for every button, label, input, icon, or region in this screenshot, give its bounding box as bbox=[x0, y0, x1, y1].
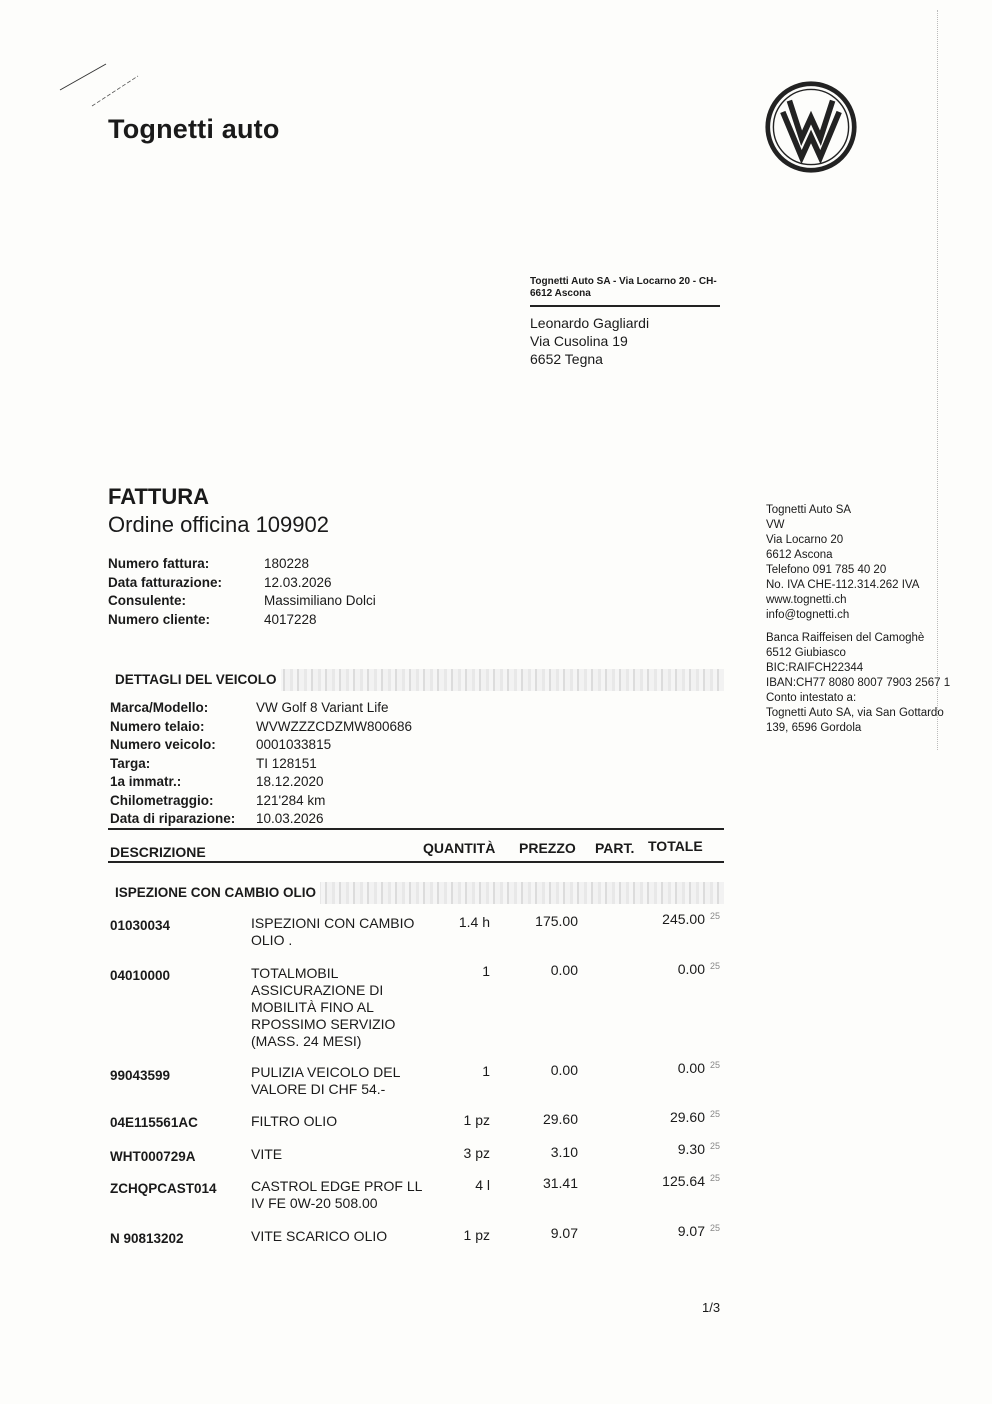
vehicle-label: 1a immatr.: bbox=[110, 774, 182, 789]
meta-row bbox=[108, 612, 376, 631]
header-top-rule bbox=[108, 828, 724, 830]
vehicle-row bbox=[110, 700, 412, 719]
vehicle-row bbox=[110, 793, 412, 812]
bank-info-line: Tognetti Auto SA, via San Gottardo bbox=[766, 707, 944, 719]
company-info bbox=[766, 503, 966, 736]
item-code: ZCHQPCAST014 bbox=[110, 1181, 217, 1196]
header-part: PART. bbox=[595, 840, 635, 856]
recipient-city: 6652 Tegna bbox=[530, 351, 603, 367]
header-total: TOTALE bbox=[648, 838, 703, 854]
item-vat-code: 25 bbox=[710, 1141, 721, 1151]
item-quantity: 1 pz bbox=[463, 1112, 490, 1128]
page-number: 1/3 bbox=[702, 1300, 721, 1315]
company-info-line: www.tognetti.ch bbox=[766, 594, 847, 606]
item-total: 245.00 bbox=[662, 911, 705, 927]
header-description: DESCRIZIONE bbox=[110, 844, 206, 860]
document-title: FATTURA bbox=[108, 484, 210, 509]
item-quantity: 1 bbox=[482, 1063, 490, 1079]
service-section-title: ISPEZIONE CON CAMBIO OLIO bbox=[108, 882, 320, 904]
company-info-line: VW bbox=[766, 519, 785, 531]
vehicle-value: WVWZZZCDZMW800686 bbox=[256, 718, 413, 734]
item-price: 3.10 bbox=[550, 1144, 578, 1160]
bank-info-line: 139, 6596 Gordola bbox=[766, 722, 862, 734]
item-description: VITE bbox=[251, 1146, 283, 1162]
company-info-line: Via Locarno 20 bbox=[766, 534, 844, 546]
bank-info-line: 6512 Giubiasco bbox=[766, 647, 846, 659]
meta-label: Data fatturazione: bbox=[108, 574, 223, 590]
item-vat-code: 25 bbox=[710, 1109, 721, 1119]
vehicle-details bbox=[110, 700, 412, 830]
vehicle-value: VW Golf 8 Variant Life bbox=[256, 700, 389, 715]
item-code: 04E115561AC bbox=[110, 1115, 198, 1130]
item-price: 175.00 bbox=[535, 913, 578, 929]
vw-logo bbox=[764, 80, 858, 174]
vehicle-label: Numero veicolo: bbox=[110, 737, 216, 752]
item-quantity: 3 pz bbox=[463, 1145, 490, 1161]
item-total: 29.60 bbox=[669, 1109, 705, 1125]
meta-row bbox=[108, 575, 376, 594]
item-code: 04010000 bbox=[110, 968, 171, 983]
vehicle-label: Chilometraggio: bbox=[110, 792, 214, 808]
item-price: 31.41 bbox=[542, 1175, 578, 1191]
invoice-meta bbox=[108, 556, 376, 630]
item-vat-code: 25 bbox=[710, 1223, 721, 1233]
meta-label: Numero cliente: bbox=[108, 611, 211, 627]
company-info-line: No. IVA CHE-112.314.262 IVA bbox=[766, 579, 920, 591]
item-vat-code: 25 bbox=[710, 1060, 721, 1070]
vehicle-value: 121'284 km bbox=[256, 792, 326, 808]
header-bottom-rule bbox=[108, 861, 724, 863]
item-quantity: 1 pz bbox=[463, 1227, 490, 1243]
item-total: 9.07 bbox=[677, 1223, 705, 1239]
item-code: WHT000729A bbox=[110, 1149, 196, 1164]
bank-info-line: Conto intestato a: bbox=[766, 692, 857, 704]
company-name: Tognetti auto bbox=[108, 114, 280, 144]
document-subtitle: Ordine officina 109902 bbox=[108, 512, 329, 537]
item-quantity: 1 bbox=[482, 963, 490, 979]
vehicle-row bbox=[110, 737, 412, 756]
meta-label: Consulente: bbox=[108, 593, 187, 608]
item-total: 0.00 bbox=[677, 961, 705, 977]
company-info-line: Telefono 091 785 40 20 bbox=[766, 564, 887, 576]
item-price: 29.60 bbox=[542, 1111, 578, 1127]
meta-value: 4017228 bbox=[264, 611, 317, 627]
meta-value: Massimiliano Dolci bbox=[264, 593, 376, 608]
item-price: 0.00 bbox=[550, 1062, 578, 1078]
item-description: ISPEZIONI CON CAMBIO OLIO . bbox=[251, 915, 415, 948]
company-info-line: Tognetti Auto SA bbox=[766, 504, 852, 516]
service-section-band bbox=[108, 882, 724, 904]
item-description: TOTALMOBIL ASSICURAZIONE DI MOBILITÀ FINO AL RPOSSIMO SERVIZIO (MASS. 24 MESI) bbox=[251, 965, 396, 1049]
meta-value: 180228 bbox=[264, 556, 310, 571]
item-code: N 90813202 bbox=[110, 1231, 184, 1246]
recipient-address bbox=[530, 314, 649, 368]
meta-row bbox=[108, 556, 376, 575]
vehicle-label: Data di riparazione: bbox=[110, 811, 236, 826]
item-quantity: 4 l bbox=[475, 1177, 490, 1193]
meta-value: 12.03.2026 bbox=[264, 574, 332, 590]
item-description: FILTRO OLIO bbox=[251, 1113, 338, 1129]
meta-row bbox=[108, 593, 376, 612]
item-price: 9.07 bbox=[550, 1225, 578, 1241]
item-total: 9.30 bbox=[677, 1141, 705, 1157]
recipient-name: Leonardo Gagliardi bbox=[530, 315, 650, 331]
sender-return-address: Tognetti Auto SA - Via Locarno 20 - CH-6612 Ascona bbox=[530, 276, 717, 299]
vehicle-section-band bbox=[108, 669, 724, 691]
item-description: CASTROL EDGE PROF LL IV FE 0W-20 508.00 bbox=[251, 1178, 422, 1211]
item-code: 99043599 bbox=[110, 1068, 171, 1083]
vehicle-section-title: DETTAGLI DEL VEICOLO bbox=[108, 669, 281, 691]
item-total: 0.00 bbox=[677, 1060, 705, 1076]
pen-scribble bbox=[58, 60, 148, 110]
company-info-line: 6612 Ascona bbox=[766, 549, 833, 561]
item-price: 0.00 bbox=[550, 962, 578, 978]
item-vat-code: 25 bbox=[710, 1173, 721, 1183]
item-vat-code: 25 bbox=[710, 911, 721, 921]
sender-divider bbox=[530, 305, 720, 307]
vehicle-value: 0001033815 bbox=[256, 737, 332, 752]
bank-info-line: Banca Raiffeisen del Camoghè bbox=[766, 632, 925, 644]
header-quantity: QUANTITÀ bbox=[423, 840, 496, 856]
vehicle-value: 18.12.2020 bbox=[256, 774, 324, 789]
vehicle-label: Numero telaio: bbox=[110, 718, 205, 734]
vehicle-row bbox=[110, 719, 412, 738]
item-total: 125.64 bbox=[662, 1173, 705, 1189]
vehicle-row bbox=[110, 811, 412, 830]
vehicle-row bbox=[110, 756, 412, 775]
item-description: PULIZIA VEICOLO DEL VALORE DI CHF 54.- bbox=[251, 1064, 400, 1097]
meta-label: Numero fattura: bbox=[108, 556, 210, 571]
vehicle-value: TI 128151 bbox=[256, 755, 317, 771]
vehicle-label: Targa: bbox=[110, 755, 151, 771]
vehicle-row bbox=[110, 774, 412, 793]
item-quantity: 1.4 h bbox=[458, 914, 490, 930]
bank-info-line: BIC:RAIFCH22344 bbox=[766, 662, 864, 674]
company-info-line: info@tognetti.ch bbox=[766, 609, 850, 621]
vehicle-value: 10.03.2026 bbox=[256, 811, 324, 826]
item-description: VITE SCARICO OLIO bbox=[251, 1228, 388, 1244]
bank-info-line: IBAN:CH77 8080 8007 7903 2567 1 bbox=[766, 677, 951, 689]
vehicle-label: Marca/Modello: bbox=[110, 700, 209, 715]
recipient-street: Via Cusolina 19 bbox=[530, 333, 628, 349]
item-code: 01030034 bbox=[110, 918, 171, 933]
item-vat-code: 25 bbox=[710, 961, 721, 971]
header-price: PREZZO bbox=[519, 840, 576, 856]
